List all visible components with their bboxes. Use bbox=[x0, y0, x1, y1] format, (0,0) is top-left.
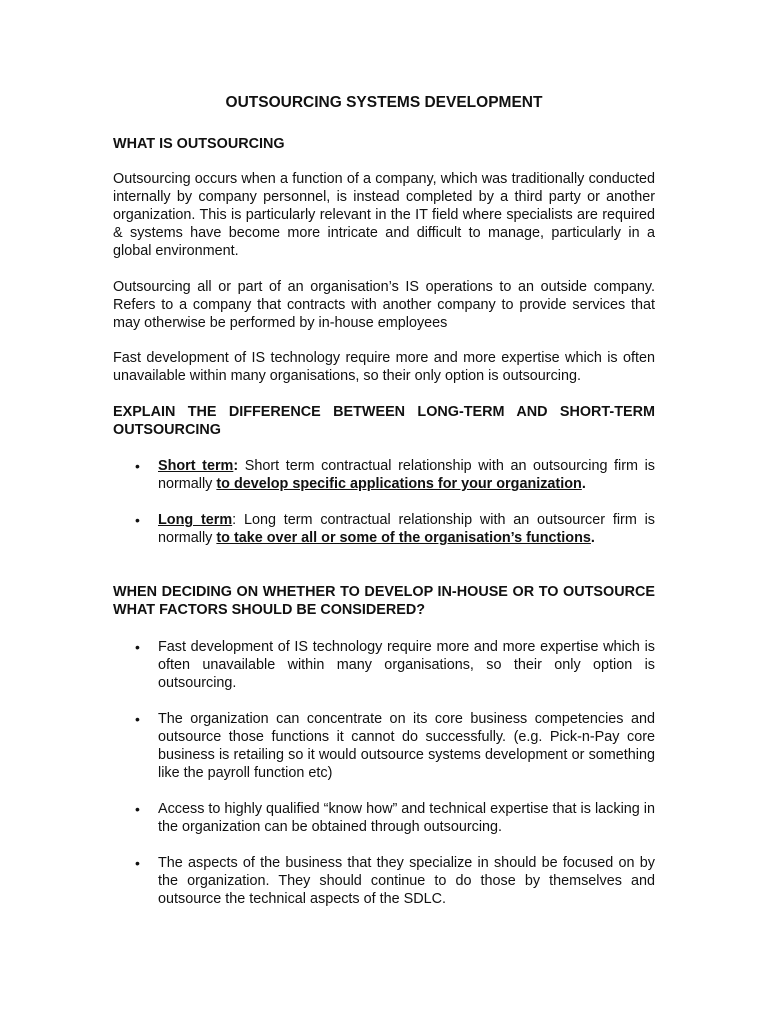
term-emphasis: to develop specific applications for your organization bbox=[216, 476, 582, 492]
list-item-long-term bbox=[113, 511, 655, 547]
term-emphasis: to take over all or some of the organisation’s functions bbox=[216, 530, 591, 546]
term-end: . bbox=[590, 530, 595, 546]
factor-text: The organization can concentrate on its core business competencies and outsource those functions it cannot do successfully. (e.g. Pick-n-Pay core business is retailing so it would outsource systems development or something like the payroll function etc) bbox=[158, 711, 655, 781]
factor-text: Access to highly qualified “know how” and technical expertise that is lacking in the organization can be obtained through outsourcing. bbox=[158, 801, 655, 835]
term-description: Short term contractual relationship with an outsourcing firm is normally bbox=[158, 458, 656, 492]
list-item-factor bbox=[113, 710, 655, 782]
paragraph-scope: Outsourcing all or part of an organisation’s IS operations to an outside company. Refers to a company that contracts with another company to provide services that may otherwise be performed by in-house employees bbox=[113, 279, 655, 331]
document-title: OUTSOURCING SYSTEMS DEVELOPMENT bbox=[225, 94, 543, 111]
bullet-icon: • bbox=[135, 512, 140, 528]
section-heading-what-is-outsourcing: WHAT IS OUTSOURCING bbox=[113, 136, 285, 152]
term-label: Long term bbox=[158, 512, 233, 528]
bullet-icon: • bbox=[135, 801, 140, 817]
list-item-factor bbox=[113, 854, 655, 908]
list-item-factor bbox=[113, 638, 655, 692]
list-item-factor bbox=[113, 800, 655, 836]
section-heading-factors: WHEN DECIDING ON WHETHER TO DEVELOP IN-HOUSE OR TO OUTSOURCE WHAT FACTORS SHOULD BE CONSIDERED? bbox=[113, 584, 655, 618]
factors-list bbox=[113, 638, 655, 908]
term-list bbox=[113, 457, 655, 547]
bullet-icon: • bbox=[135, 855, 140, 871]
section-heading-long-short-term: EXPLAIN THE DIFFERENCE BETWEEN LONG-TERM AND SHORT-TERM OUTSOURCING bbox=[113, 404, 655, 438]
bullet-icon: • bbox=[135, 711, 140, 727]
term-colon: : bbox=[232, 512, 237, 528]
factor-text: The aspects of the business that they specialize in should be focused on by the organization. They should continue to do those by themselves and outsource the technical aspects of the SDLC. bbox=[158, 855, 655, 907]
bullet-icon: • bbox=[135, 639, 140, 655]
term-end: . bbox=[581, 476, 586, 492]
term-colon: : bbox=[233, 458, 239, 474]
bullet-icon: • bbox=[135, 458, 140, 474]
term-label: Short term bbox=[158, 458, 234, 474]
list-item-short-term bbox=[113, 457, 655, 493]
paragraph-fast-development: Fast development of IS technology require more and more expertise which is often unavailable within many organisations, so their only option is outsourcing. bbox=[113, 350, 655, 384]
paragraph-definition: Outsourcing occurs when a function of a company, which was traditionally conducted internally by company personnel, is instead completed by a third party or another organization. This is particularly relevant in the IT field where specialists are required & systems have become more intricate and difficult to manage, particularly in a global environment. bbox=[113, 171, 655, 259]
term-description: Long term contractual relationship with an outsourcer firm is normally bbox=[158, 512, 655, 546]
factor-text: Fast development of IS technology require more and more expertise which is often unavailable within many organisations, so their only option is outsourcing. bbox=[158, 639, 655, 691]
